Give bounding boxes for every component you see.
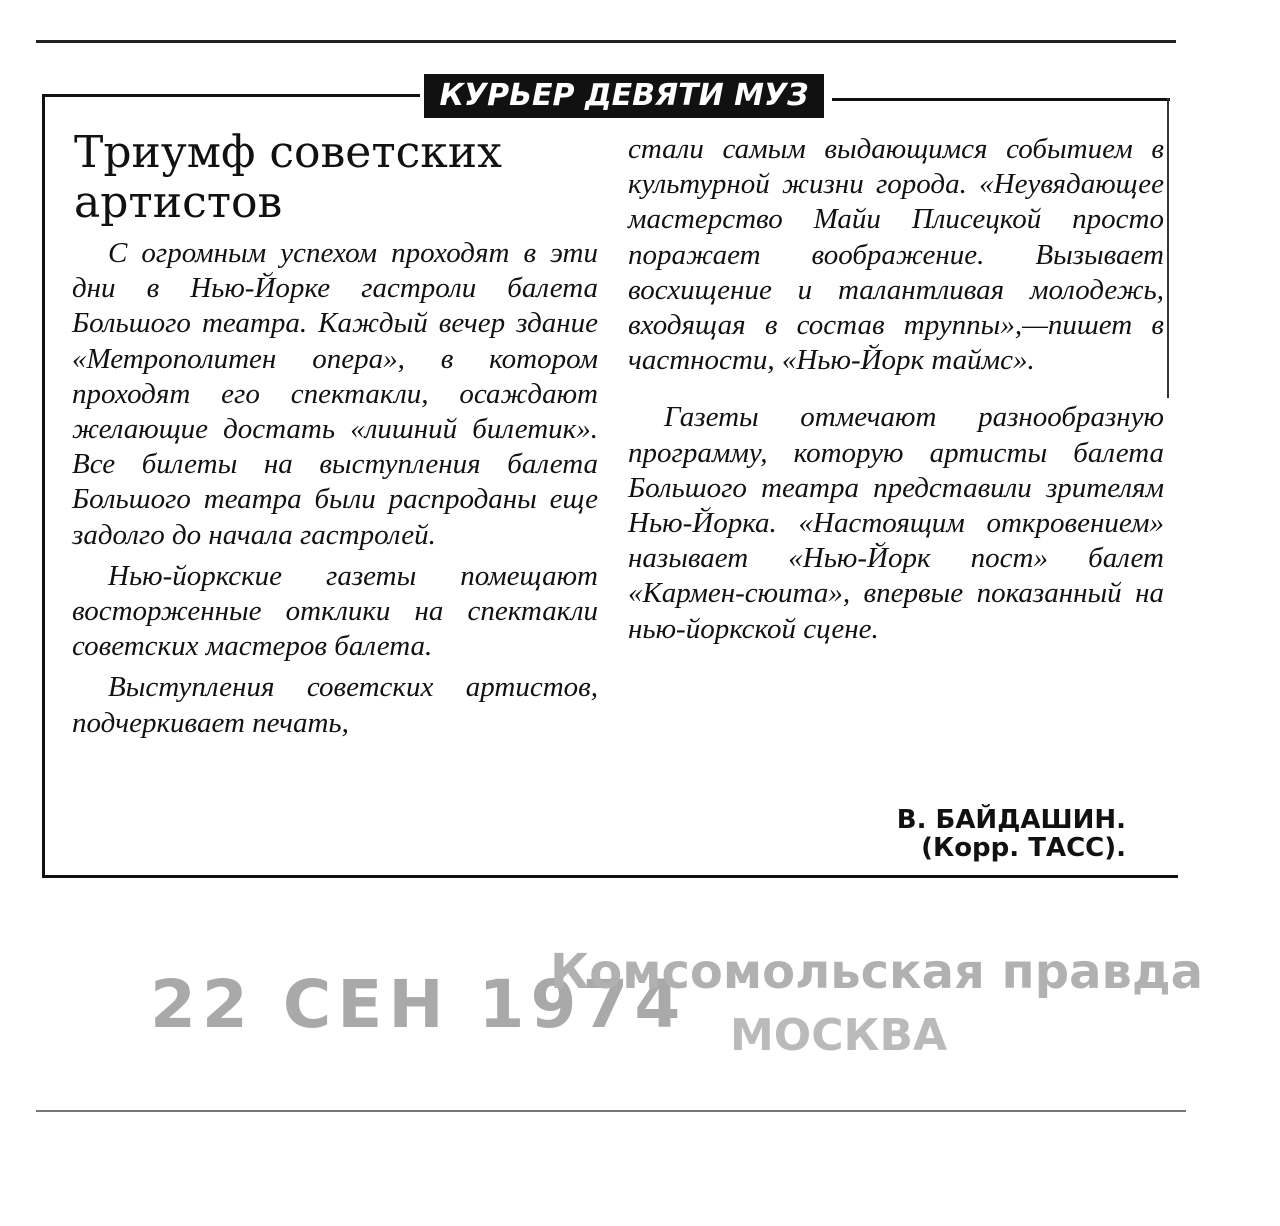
frame-rule-right [832, 98, 1170, 101]
byline [760, 806, 1126, 862]
article-paragraph: С огромным успехом проходят в эти дни в Нью-Йорке гастроли балета Большого театра. Каждый вечер здание «Метрополитен опера», в котором проходят его спектакли, осаждают желающие достать «лишний билетик». Все билеты на выступления балета Большого театра были распроданы еще задолго до начала гастролей. [72, 237, 598, 551]
article-headline [74, 128, 594, 228]
archive-stamp [140, 930, 1203, 1080]
byline-author: В. БАЙДАШИН. [896, 805, 1126, 835]
scan-edge-top [36, 40, 1176, 43]
scan-edge-bottom [36, 1110, 1186, 1112]
rubric-banner: КУРЬЕР ДЕВЯТИ МУЗ [424, 74, 824, 118]
article-paragraph: Выступления советских артистов, подчеркивает печать, [72, 671, 598, 739]
byline-role: (Корр. ТАСС). [921, 833, 1126, 863]
frame-rule-left [42, 94, 420, 97]
stamp-publication: Комсомольская правда [550, 944, 1203, 1000]
article-column-left [72, 236, 598, 741]
stamp-city: МОСКВА [730, 1010, 948, 1061]
article-paragraph: Газеты отмечают разнообразную программу, которую артисты балета Большого театра представили зрителям Нью-Йорка. «Настоящим откровением» называет «Нью-Йорк пост» балет «Кармен-сюита», впервые показанный на нью-йоркской сцене. [628, 401, 1164, 645]
article-paragraph: Нью-йоркские газеты помещают восторженные отклики на спектакли советских мастеров балета. [72, 559, 598, 663]
article-paragraph: стали самым выдающимся событием в культурной жизни города. «Неувядающее мастерство Майи Плисецкой просто поражает воображение. Вызывает восхищение и талантливая молодежь, входящая в состав труппы»,—пишет в частности, «Нью-Йорк таймс». [628, 133, 1164, 377]
article-column-right [628, 132, 1164, 647]
headline-line-2: артистов [74, 177, 283, 228]
stamp-date: 22 СЕН 1974 [150, 966, 687, 1043]
headline-line-1: Триумф советских [74, 127, 502, 178]
frame-rule-side [1167, 98, 1169, 398]
